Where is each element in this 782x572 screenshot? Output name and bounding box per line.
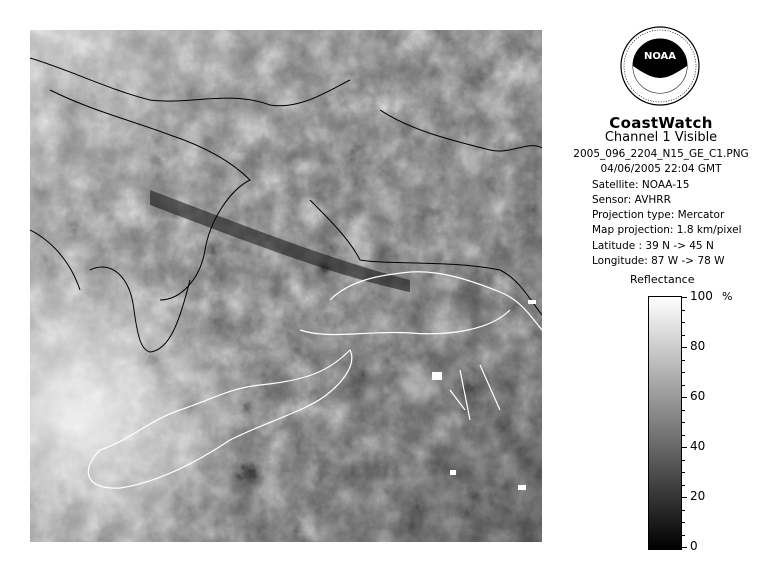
colorbar-tick-mark — [681, 372, 685, 373]
colorbar-tick-mark — [681, 510, 685, 511]
colorbar-tick-mark — [681, 422, 685, 423]
colorbar-tick-mark — [681, 522, 685, 523]
colorbar — [648, 296, 682, 550]
colorbar-tick-label: 100 — [690, 289, 713, 303]
colorbar-tick-mark — [681, 447, 687, 448]
longitude-label: Longitude: 87 W -> 78 W — [592, 255, 725, 268]
colorbar-tick-mark — [681, 360, 685, 361]
colorbar-tick-mark — [681, 497, 687, 498]
noaa-logo — [620, 26, 700, 106]
latitude-label: Latitude : 39 N -> 45 N — [592, 239, 714, 252]
colorbar-title: Reflectance — [630, 273, 695, 286]
colorbar-tick-mark — [681, 410, 685, 411]
colorbar-tick-mark — [681, 547, 687, 548]
noaa-logo-text: NOAA — [643, 51, 677, 62]
projection-type-label: Projection type: Mercator — [592, 209, 725, 222]
colorbar-tick-mark — [681, 472, 685, 473]
channel-label: Channel 1 Visible — [604, 130, 718, 145]
colorbar-tick-label: 40 — [690, 439, 706, 453]
datetime-label: 04/06/2005 22:04 GMT — [600, 163, 722, 176]
metadata-block — [556, 147, 766, 269]
colorbar-tick-mark — [681, 385, 685, 386]
colorbar-tick-mark — [681, 535, 685, 536]
map-projection-label: Map projection: 1.8 km/pixel — [592, 224, 742, 237]
colorbar-tick-mark — [681, 397, 687, 398]
satellite-image — [30, 30, 542, 542]
colorbar-tick-mark — [681, 347, 687, 348]
filename-label: 2005_096_2204_N15_GE_C1.PNG — [573, 148, 749, 160]
colorbar-tick-label: 60 — [690, 389, 706, 403]
colorbar-tick-mark — [681, 310, 685, 311]
colorbar-tick-mark — [681, 460, 685, 461]
colorbar-tick-label: 80 — [690, 339, 706, 353]
colorbar-tick-label: 0 — [690, 539, 698, 553]
colorbar-tick-mark — [681, 485, 685, 486]
sensor-label: Sensor: AVHRR — [592, 193, 671, 206]
app-title: CoastWatch — [609, 114, 713, 132]
colorbar-tick-label: 20 — [690, 489, 706, 503]
colorbar-tick-mark — [681, 435, 685, 436]
colorbar-tick-mark — [681, 335, 685, 336]
colorbar-tick-mark — [681, 322, 685, 323]
satellite-label: Satellite: NOAA-15 — [592, 178, 690, 191]
colorbar-tick-mark — [681, 297, 687, 298]
colorbar-unit: % — [722, 290, 733, 303]
